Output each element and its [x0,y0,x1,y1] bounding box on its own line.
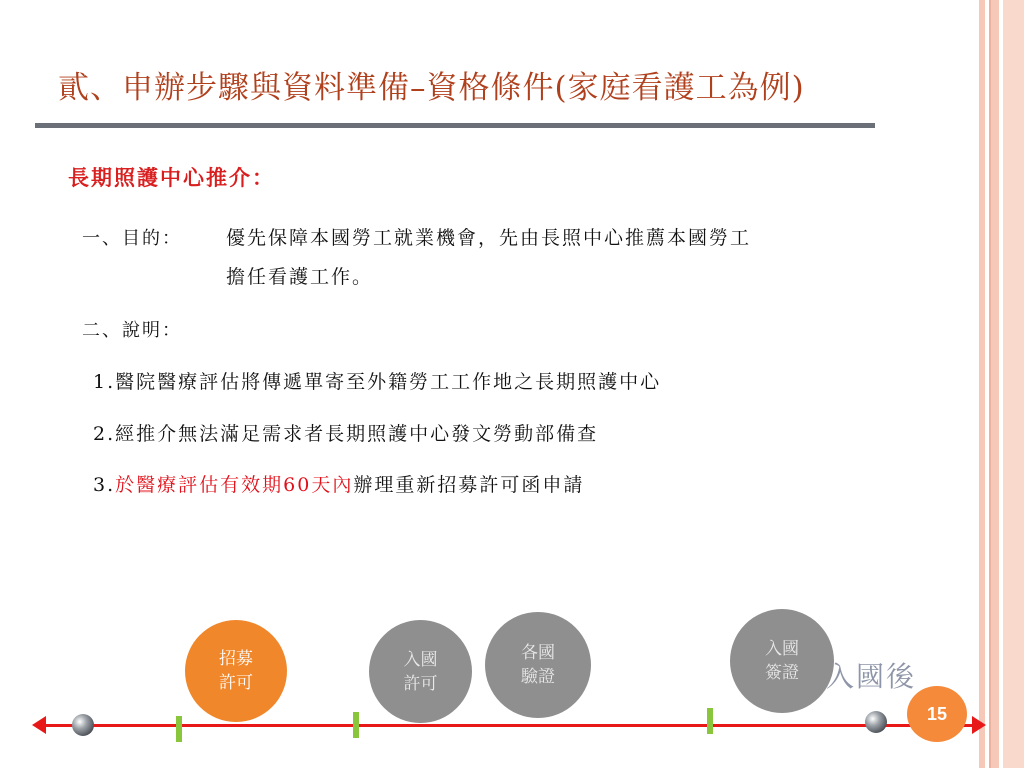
item-number: 2. [93,423,116,445]
decor-stripe [991,0,999,768]
item-text: 經推介無法滿足需求者長期照護中心發文勞動部備查 [115,423,599,445]
item-number: 1. [93,371,116,393]
timeline-tick [176,716,182,742]
section-heading: 長期照護中心推介： [68,165,275,190]
timeline-arrow-left [32,716,46,734]
item-text: 辦理重新招募許可函申請 [353,474,585,496]
step-label-line1: 入國 [403,649,438,670]
step-country-verification[interactable] [485,612,591,718]
step-label-line1: 招募 [219,649,253,669]
step-entry-visa[interactable] [730,609,834,713]
step-entry-permit[interactable] [369,620,472,723]
explain-item-2 [93,419,598,446]
step-label-line2: 驗證 [521,667,555,687]
explain-label: 二、說明： [82,320,182,341]
slide-title: 貳、申辦步驟與資料準備–資格條件(家庭看護工為例) [58,70,805,106]
explain-item-1 [93,367,661,394]
item-number: 3. [93,474,116,496]
step-label-line2: 許可 [403,673,438,694]
step-recruitment-permit[interactable] [185,620,287,722]
timeline-tick [707,708,713,734]
purpose-text-line1: 優先保障本國勞工就業機會，先由長照中心推薦本國勞工 [226,227,752,249]
timeline-start-marker [72,714,94,736]
timeline-end-marker [865,711,887,733]
step-label-line2: 簽證 [765,663,799,683]
title-divider [35,123,875,128]
decor-stripe [979,0,985,768]
item-highlight: 於醫療評估有效期60天內 [115,474,354,496]
purpose-label: 一、目的： [82,228,182,249]
item-text: 醫院醫療評估將傳遞單寄至外籍勞工工作地之長期照護中心 [115,371,662,393]
step-label-line2: 許可 [219,673,253,693]
decor-stripe [1003,0,1024,768]
step-label-line1: 入國 [765,639,799,659]
timeline-arrow-right [972,716,986,734]
timeline-tick [353,712,359,738]
step-label-line1: 各國 [521,643,555,663]
page-number-badge: 15 [907,686,967,742]
after-entry-label: 入國後 [826,660,917,693]
purpose-text-line2: 擔任看護工作。 [226,266,374,288]
explain-item-3 [93,470,584,497]
